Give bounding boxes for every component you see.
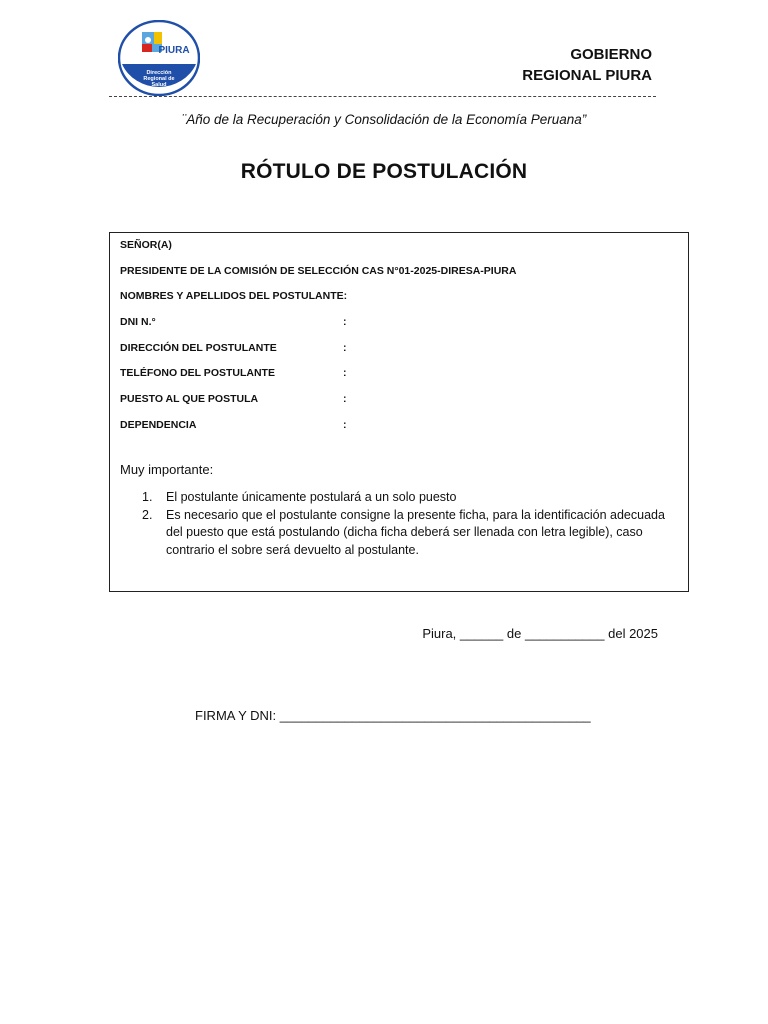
diresa-piura-logo (118, 20, 200, 96)
logo-subtitle-2: Regional de (143, 76, 175, 82)
field-dni-colon: : (343, 316, 347, 328)
gov-line-2: REGIONAL PIURA (522, 67, 652, 84)
field-dependencia-label: DEPENDENCIA (120, 419, 197, 431)
application-label-form (109, 232, 689, 592)
year-motto: ¨Año de la Recuperación y Consolidación de la Economía Peruana” (181, 112, 587, 127)
logo-subtitle-3: Salud (151, 82, 167, 88)
government-header (522, 44, 652, 86)
field-presidente: PRESIDENTE DE LA COMISIÓN DE SELECCIÓN CAS N°01-2025-DIRESA-PIURA (120, 265, 517, 277)
field-dni-label: DNI N.° (120, 316, 156, 328)
logo-subtitle-1: Dirección (146, 70, 172, 76)
note-text: El postulante únicamente postulará a un solo puesto (166, 490, 457, 504)
field-puesto-label: PUESTO AL QUE POSTULA (120, 393, 259, 405)
field-puesto-colon: : (343, 393, 347, 405)
logo-brand: PIURA (158, 45, 190, 56)
field-telefono-label: TELÉFONO DEL POSTULANTE (120, 367, 275, 379)
page-title: RÓTULO DE POSTULACIÓN (240, 160, 528, 183)
field-nombres: NOMBRES Y APELLIDOS DEL POSTULANTE: (120, 290, 348, 302)
field-direccion-label: DIRECCIÓN DEL POSTULANTE (120, 342, 277, 354)
date-line: Piura, ______ de ___________ del 2025 (422, 626, 658, 641)
note-item (120, 507, 685, 560)
field-direccion-colon: : (343, 342, 347, 354)
field-telefono-colon: : (343, 367, 347, 379)
signature-line: FIRMA Y DNI: ___________________________________________ (195, 708, 591, 723)
note-number: 2. (142, 507, 153, 522)
notes-heading: Muy importante: (120, 462, 214, 477)
note-number: 1. (142, 490, 153, 504)
note-text: Es necesario que el postulante consigne la presente ficha, para la identificación adecuada del puesto que está postulando (dicha ficha deberá ser llenada con letra legible), caso contrario el sobre será devuelto al postulante. (166, 507, 665, 557)
gov-line-1: GOBIERNO (570, 46, 652, 63)
field-dependencia-colon: : (343, 419, 347, 431)
note-item (120, 489, 685, 507)
notes-list (120, 489, 685, 559)
field-senor: SEÑOR(A) (120, 239, 172, 251)
header-divider (109, 96, 656, 97)
